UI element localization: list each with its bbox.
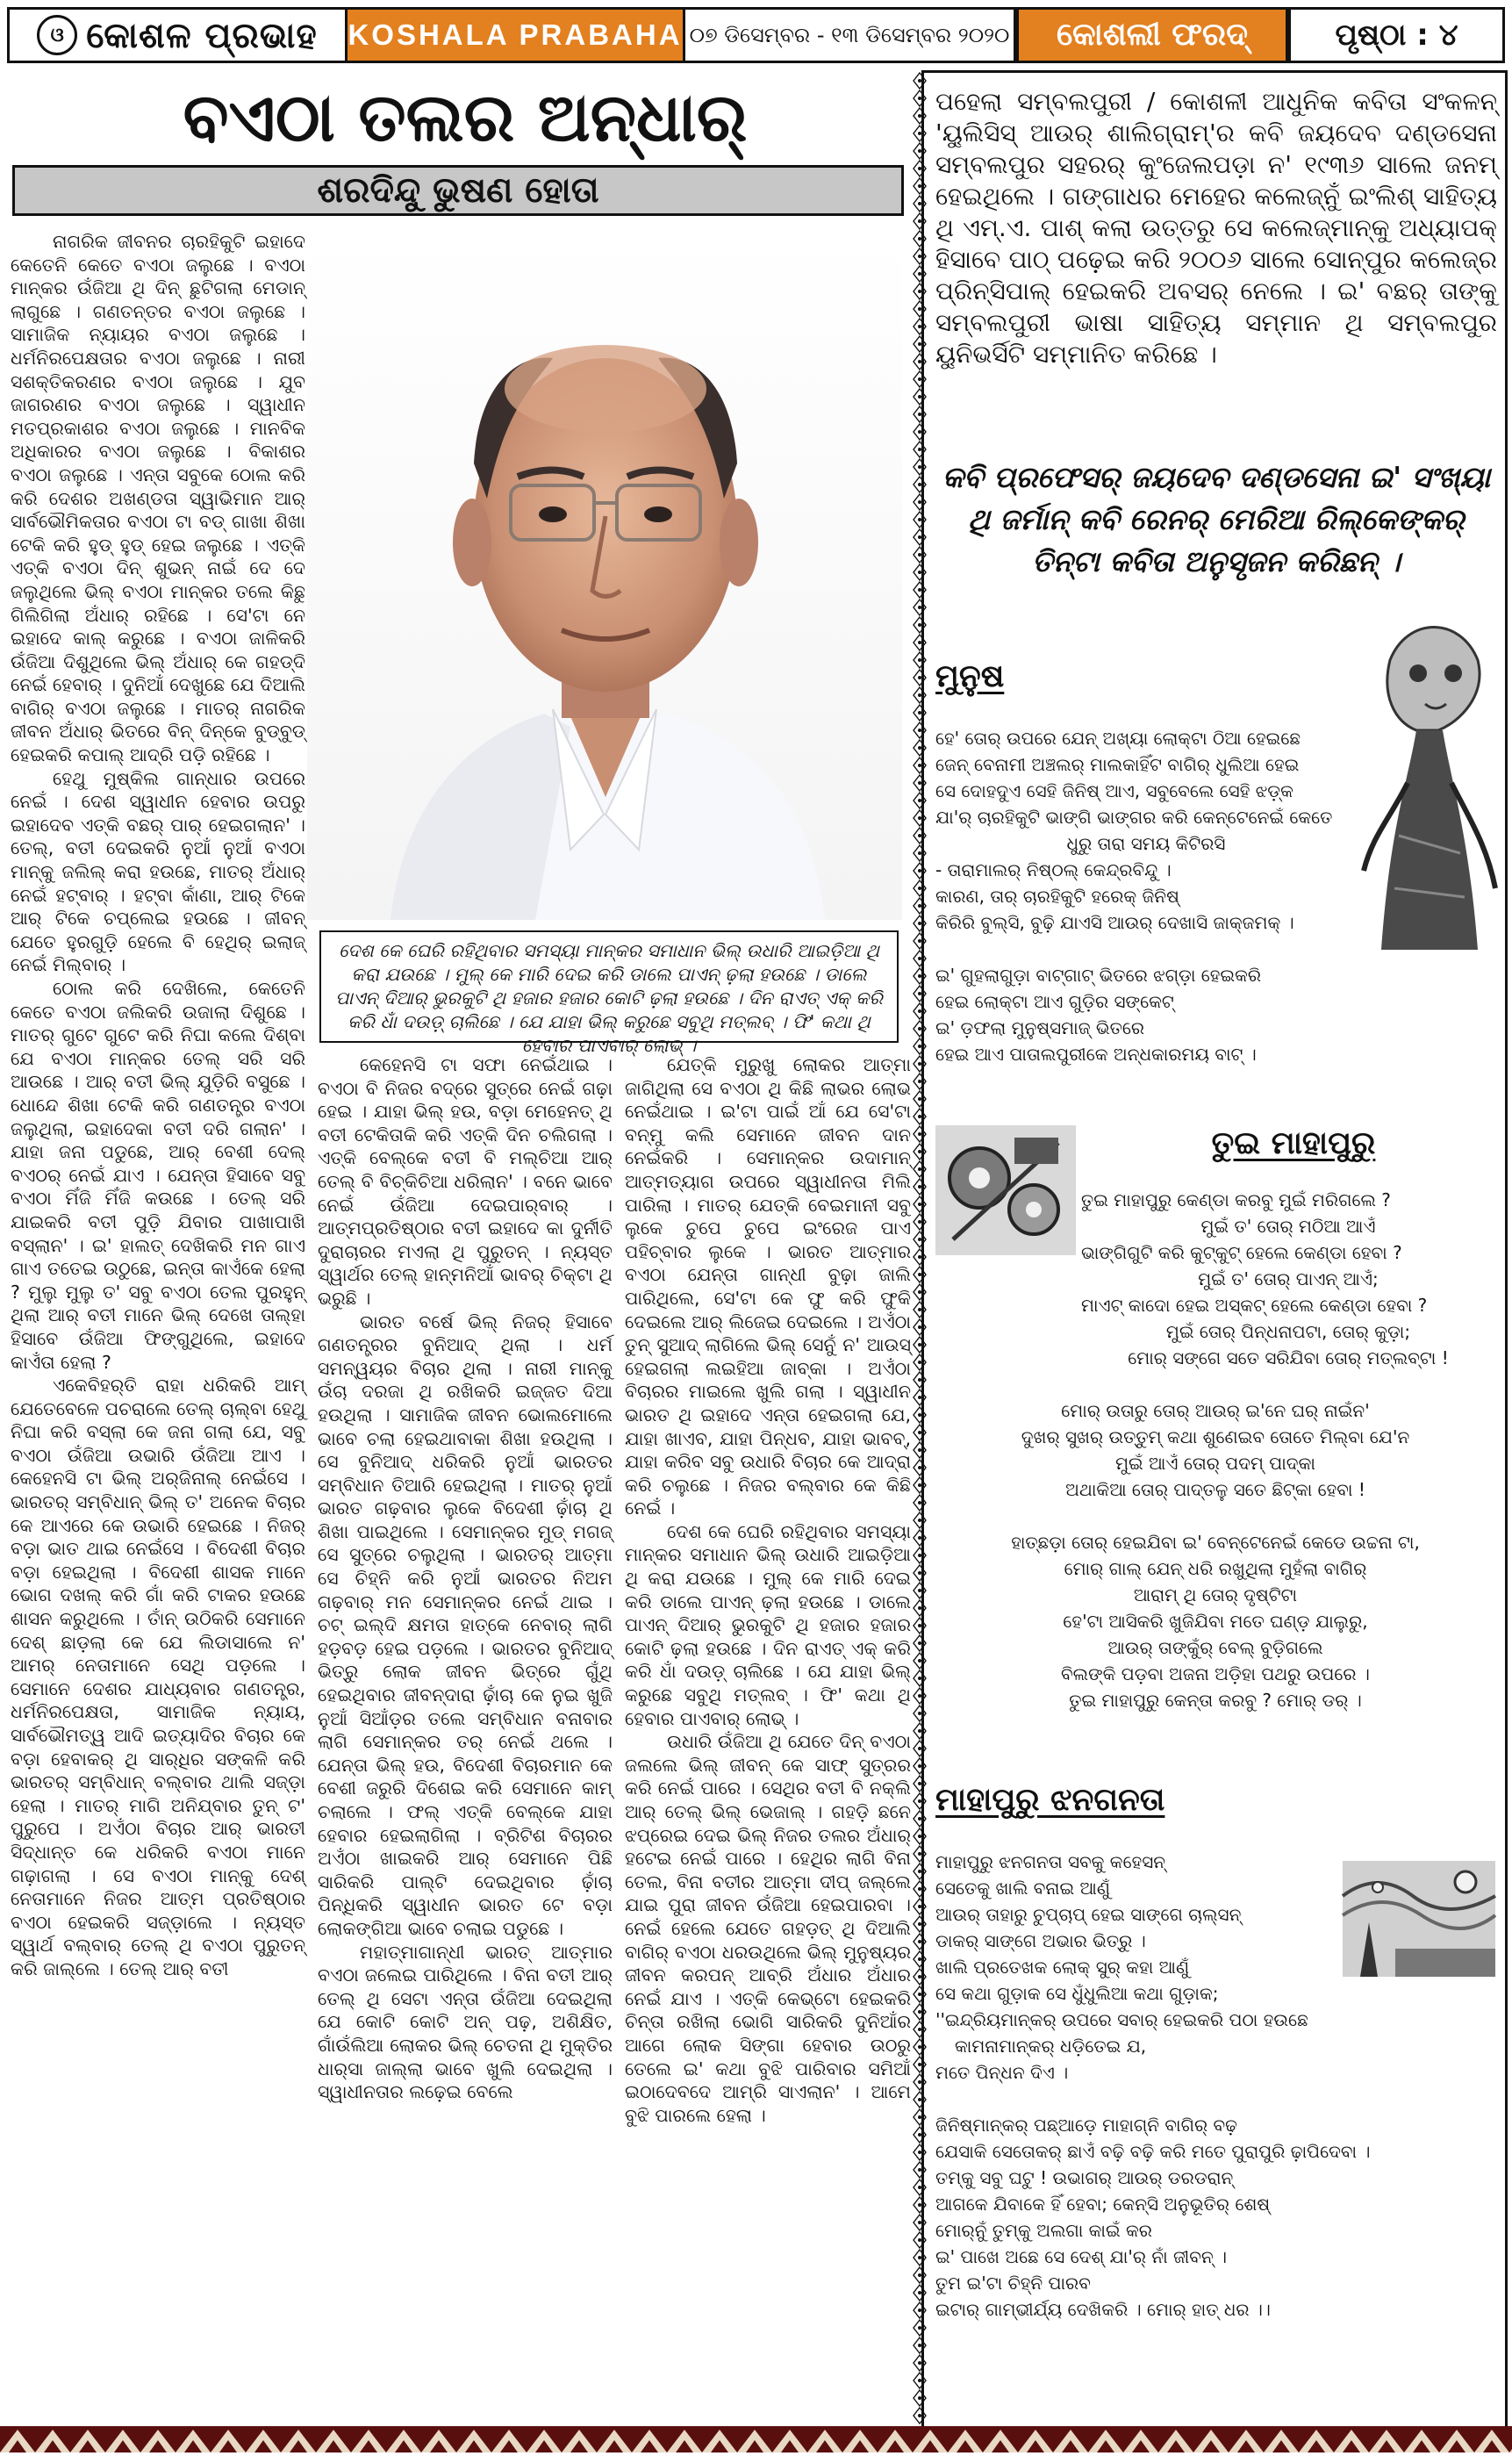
poem-line: ମୁଇଁ ତୋର୍ ପିନ୍ଧନାପଟା, ତୋର୍ କୁଡ଼ା;: [1165, 1321, 1411, 1342]
poem-line: ମୋର୍ ଉତାରୁ ତୋର୍ ଆଉର୍ ଇ'ନେ ଘର୍ ନାଇଁନ': [1061, 1400, 1370, 1421]
poem-2-body-continued: [935, 1397, 1495, 1801]
section-block: [1016, 7, 1288, 63]
poem-line: ଭାଙ୍ଗିଗୁଟି କରି କୁଟ୍‌କୁଟ୍ ହେଲେ କେଣ୍ଡା ହେବା ?: [1081, 1242, 1402, 1263]
poem-line: ତୁଇ ମାହାପୁରୁ କେଣ୍ଡା କରବୁ ମୁଇଁ ମରିଗଲେ ?: [1081, 1189, 1391, 1210]
poem-line: ଆଉର୍ ତାଙ୍କୁଁର୍ ବେଲ୍ ବୁଡ଼ିଗଲେ: [1107, 1637, 1323, 1658]
poem-line: ଇ' ଗୁହଲାଗୁଡ଼ା ବାଟ୍‌ଗାଟ୍ ଭିତରେ ଝଗ୍ଡ଼ା ହେଇକରି: [935, 965, 1262, 986]
masthead: [7, 7, 1505, 63]
logo-title: କୋଶଳ ପ୍ରଭାହ: [86, 14, 318, 56]
article-paragraph: ଉଧାରି ଉଁଜିଆ ଥି ଯେତେ ଦିନ୍ ବଏଠା ଜଲଲେ ଭିଲ୍ ଜୀବନ୍ କେ ସାଫ୍ ସୁତ୍ରର କରି ନେଇଁ ପାରେ । ସେଥିର ବତୀ ବି ନକ୍‌ଲି ଆର୍ ତେଲ୍ ଭିଲ୍ ଭେଜାଲ୍ । ଗହଡ଼ି ଛନେ ଝପ୍‌ରେଇ ଦେଇ ଭିଲ୍ ନିଜର ତଲର ଅଁଧାର୍ ହଟେଇ ନେଇଁ ପାରେ । ହେଥିର ଲାଗି ବିନା ତେଲ, ବିନା ବତୀର ଆତ୍ମା ଦୀପ୍ ଜଲ୍‌ଲେ ଯାଇ ପୁରା ଜୀବନ ଉଁଜିଆ ହେଇପାରବା । ନେଇଁ ହେଲେ ଯେତେ ଗହଡ଼ତ୍ ଥି ଦିଆଲି ବାଗିର୍ ବଏଠା ଧରଉଥିଲେ ଭିଲ୍ ମୁନୁଷ୍ୟର ଜୀବନ କରପନ୍ ଆବ୍‌ରି ଅଁଧାର ଅଁଧାର ନେଇଁ ଯାଏ । ଏତ୍‌କି କେଭ୍‌ଟୋ ହେଇକରି ଚିନ୍ତା ରଖିଲା ଭୋଗି ସାରିକରି ଦୁନିଆଁର ଆଗେ ଲୋକ ସିଙ୍ଗା ହେବାର ଉଠରୁ ତେଲେ ଇ' କଥା ବୁଝି ପାରିବାର ସମିଆଁ ଇଠାଦେବଦେ ଆମ୍‌ରି ସାଏଲାନ' । ଆମେ ବୁଝି ପାରଲେ ହେଲା ।: [625, 1731, 911, 2126]
poem-line: ସେତେକୁ ଖାଲି ବନାଇ ଆଣୁଁ: [935, 1878, 1110, 1899]
author-name: ଶରଦିନ୍ଦୁ ଭୁଷଣ ହୋତା: [317, 170, 599, 211]
poem-line: ସେ କଥା ଗୁଡ଼ାକ ସେ ଧୁଁଧୁଲିଆ କଥା ଗୁଡ଼ାକ;: [935, 1983, 1219, 2004]
logo-mark-icon: ଓ: [37, 15, 77, 55]
english-title-block: [348, 7, 683, 63]
poem-line: ମୁଇଁ ତ' ତୋର୍ ପାଏନ୍ ଆଏଁ;: [1198, 1268, 1379, 1289]
poem-line: ଆରାମ୍ ଥି ତୋର୍ ଦୃଷ୍ଟିଟା: [1133, 1584, 1298, 1605]
article-paragraph: ନାଗରିକ ଜୀବନର ଚାରହିକୁଟି ଇହାଦେ କେତେନି କେତେ ବଏଠା ଜଲୁଛେ । ବଏଠା ମାନ୍‌କର ଉଁଜିଆ ଥି ଦିନ୍ ଛୁଟିଗଲା ମେଡାନ୍ ଲାଗୁଛେ । ଗଣତନ୍ତର ବଏଠା ଜଲୁଛେ । ସାମାଜିକ ନ୍ୟାୟର ବଏଠା ଜଲୁଛେ । ଧର୍ମନିରପେକ୍ଷତାର ବଏଠା ଜଲୁଛେ । ନାରୀ ସଶକ୍ତିକରଣର ବଏଠା ଜଲୁଛେ । ଯୁବ ଜାଗରଣର ବଏଠା ଜଲୁଛେ । ସ୍ୱାଧୀନ ମତପ୍ରକାଶର ବଏଠା ଜଲୁଛେ । ମାନବିକ ଅଧିକାରର ବଏଠା ଜଲୁଛେ । ବିକାଶର ବଏଠା ଜଲୁଛେ । ଏନ୍ତା ସବୁକେ ଠୋଲ କରି କରି ଦେଶର ଅଖଣ୍ଡତା ସ୍ୱାଭିମାନ ଆର୍ ସାର୍ବଭୌମିକତାର ବଏଠା ଟା ବଡ୍ ଗାଖା ଶିଖା ଟେକି କରି ହୁଡ୍ ହୁଡ୍ ହେଇ ଜଲୁଛେ । ଏତ୍‌କି ଏତ୍‌କି ବଏଠା ଦିନ୍ ଶୁଭନ୍ ନାଇଁ ଦେ ଦେ ଜଲୁଥିଲେ ଭିଲ୍ ବଏଠା ମାନ୍‌କର ତଲେ କିଛୁ ଗିଲିଗିଲା ଅଁଧାର୍ ରହିଛେ । ସେ'ଟା ନେ ଇହାଦେ କାଲ୍ କରୁଛେ । ବଏଠା ଜାଳିକରି ଉଁଜିଆ ଦିଶୁଥିଲେ ଭିଲ୍ ଅଁଧାର୍ କେ ଗହଡ୍ଦି ନେଇଁ ହେବାର୍ । ଦୁନିଆଁ ଦେଖୁଛେ ଯେ ଦିଆଲି ବାଗିର୍ ବଏଠା ଜଲୁଛେ । ମାତର୍ ନାଗରିକ ଜୀବନ ଅଁଧାର୍ ଭିତରେ ବିନ୍ ଦିନ୍‌କେ ବୁଡ୍‌ବୁଡ୍ ହେଇକରି କପାଲ୍ ଆଦ୍‌ରି ପଡ଼ି ରହିଛେ ।: [11, 231, 305, 766]
poem-line: ହେଇ ଆଏ ପାତାଲପୁରୀକେ ଅନ୍ଧକାରମୟ ବାଟ୍ ।: [935, 1044, 1257, 1065]
poem-line: ହେ' ତୋର୍ ଉପରେ ଯେନ୍ ଅଖ୍ୟା ଲୋକ୍‌ଟା ଠିଆ ହେଇଛେ: [935, 728, 1301, 749]
poem-line: ମୋର୍ ଗାଲ୍ ଯେନ୍ ଧରି ରଖୁଥିଲା ମୁହଁଲା ବାଗିର୍: [1064, 1558, 1367, 1579]
poem-1-title: ମୁନୁଷ: [935, 658, 1005, 694]
poem-line: ତମ୍‌କୁ ସବୁ ଘଟୁ ! ଉଭାଗର୍ ଆଉର୍ ଡରଡରାନ୍: [935, 2167, 1234, 2188]
poem-line: ଇ' ପାଖେ ଅଛେ ସେ ଦେଶ୍ ଯା'ର୍ ନାଁ ଜୀବନ୍ ।: [935, 2246, 1228, 2267]
poem-3-title: ମାହାପୁରୁ ଝନଗନତା: [935, 1782, 1165, 1818]
poem-line: [935, 1503, 1495, 1529]
poem-1-title-wrap: [935, 658, 1322, 707]
poem-2-title: ତୁଇ ମାହାପୁରୁ: [1211, 1125, 1376, 1161]
portrait-illustration: [307, 235, 902, 920]
starry-night-sketch-icon: [1343, 1861, 1495, 1977]
poem-line: ଯା'ର୍ ଚାରହିକୁଟି ଭାଙ୍ଗି ଭାଙ୍ଗର କରି କେନ୍‌ଟେନେଇଁ କେତେ: [935, 807, 1333, 828]
article-column-1: [11, 230, 305, 2424]
poem-line: ଜେନ୍ ବେନାମୀ ଅଞ୍ଚଲର୍ ମାଲକାହିଁଟ ବାଗିର୍ ଧୁଲିଆ ହେଇ: [935, 754, 1300, 775]
triangle-band-svg: [0, 2426, 1512, 2452]
poem-line: ହାତ୍‌ଛଡ଼ା ତୋର୍ ହେଇଯିବା ଇ' ବେନ୍‌ଟେନେଇଁ କେଡେ ଉଚ୍ଚନା ଟା,: [1011, 1532, 1420, 1553]
poem-line: ମୋର୍‌ନୁଁ ତୁମ୍‌କୁ ଅଲଗା କାଇଁ କର: [935, 2220, 1152, 2241]
poem-line: ମାହାପୁରୁ ଝନଗନତା ସବକୁ କହେସନ୍: [935, 1851, 1166, 1872]
poem-line: କାମନାମାନ୍‌କର୍ ଧଡ଼ିତେଇ ଯ,: [955, 2036, 1147, 2057]
translation-note: କବି ପ୍ରଫେସର୍ ଜୟଦେବ ଦଣ୍ଡସେନା ଇ' ସଂଖ୍ୟା ଥି ଜର୍ମାନ୍ କବି ରେନର୍ ମେରିଆ ରିଲ୍‌କେଙ୍କର୍ ତିନ୍‌ଟା କବିତା ଅନୁସୃଜନ କରିଛନ୍ ।: [942, 460, 1491, 578]
poem-line: ଯେସାକି ସେତୋକର୍ ଛାଏଁ ବଢ଼ି ବଢ଼ି କରି ମତେ ପୁରାପୁରି ଢ଼ାପିଦେବା ।: [935, 2141, 1371, 2162]
article-paragraph: ମହାତ୍ମାଗାନ୍ଧୀ ଭାରତ୍ ଆତ୍ମାର ବଏଠା ଜଲେଇ ପାରିଥିଲେ । ବିନା ବତୀ ଆର୍ ତେଲ୍ ଥି ସେଟା ଏନ୍ତା ଉଁଜିଆ ଦେଇଥିଲା ଯେ କୋଟି କୋଟି ଅନ୍ ପଢ଼, ଅଶିକ୍ଷିତ, ଗାଁଉଁଲିଆ ଲୋକର ଭିଲ୍ ଚେତନା ଥି ମୁକ୍ତିର ଧାର୍‌ସା ଜାଲ୍ଲା ଭାବେ ଖୁଲି ଦେଇଥିଲା । ସ୍ୱାଧୀନତାର ଲଢ଼େଇ ବେଲେ: [318, 1941, 613, 2103]
poem-3-title-wrap: [935, 1782, 1392, 1833]
poem-line: - ତାରାମାଲର୍ ନିଷ୍ଠଲ୍ କେନ୍ଦ୍ରବିନ୍ଦୁ ।: [935, 859, 1172, 880]
poem-line: ସେ ଦୋହଦୁଏ ସେହି ଜିନିଷ୍ ଆଏ, ସବୁବେଲେ ସେହି ଝଡ଼୍‌କ: [935, 780, 1293, 801]
article-column-2: [318, 1053, 613, 2423]
poem-line: [1081, 1371, 1495, 1397]
poem-line: ବିଲଙ୍କି ପଡ଼ବା ଅଜନା ଅଡ଼ିହା ପଥରୁ ଉପରେ ।: [1061, 1663, 1370, 1684]
sculpture-figure-icon: [1355, 607, 1502, 950]
article-headline: ବଏଠା ତଲର ଅନ୍ଧାର୍: [183, 78, 748, 156]
poem-line: ଧୁରୁ ତାରା ସମୟ କିଟିରସି: [1066, 833, 1226, 854]
article-paragraph: ଯେତ୍‌କି ମୁରୁଖୁ ଲୋକର ଆତ୍ମା ଜାଗିଥିଲା ସେ ବଏଠା ଥି କିଛି ଲାଭର ଲୋଭ ନେଇଁଥାଇ । ଇ'ଟା ପାଇଁ ଆଁ ଯେ ସେ'ଟା ବନ୍‌ମୁ କଲି ସେମାନେ ଜୀବନ ଦାନ ନେଇଁକରି । ସେମାନ୍‌କର ଉଦାମାନ୍ ଆତ୍ମତ୍ୟାଗ ଉପରେ ସ୍ୱାଧୀନତା ମିଲି ପାରିଲା । ମାତର୍ ଯେତ୍‌କି ବେଇମାନୀ ସବୁ ଲୁକେ ଚୁପେ ଚୁପେ ଇଂରେଜ ପାଏ ପହିଚ୍‌ବାର ଲୁକେ । ଭାରତ ଆତ୍ମାର ବଏଠା ଯେନ୍ତା ଗାନ୍ଧୀ ବୁଢ଼ା ଜାଲି ପାରିଥିଲେ, ସେ'ଟା କେ ଫୁ କରି ଫୁକି ଦେଇଲେ ଆର୍ ଲିଜେଇ ଦେଇଲେ । ଅଏଁଠା ତୁନ୍ ସୁଆଦ୍ ଲାଗିଲେ ଭିଲ୍ ସେନୁଁ ନ' ଆଉସ୍ ହେଇଗଲା ଲଇହିଆ ଜାବ୍‌କା । ଅଏଁଠା ବିଚାରର ମାଇଲେ ଖୁଲି ଗଲା । ସ୍ୱାଧୀନ ଭାରତ ଥି ଇହାଦେ ଏନ୍ତା ହେଇଗଲା ଯେ, ଯାହା ଖାଏବ, ଯାହା ପିନ୍ଧବ, ଯାହା ଭାବବ୍, ଯାହା କରିବ ସବୁ ଉଧାରି ବିଚାର କେ ଆଦ୍‌ରା କରି ଚଲୁଛେ । ନିଜର ବଲ୍‌ବାର କେ କିଛି ନେଇଁ ।: [625, 1054, 911, 1519]
poem-line: କିରିରି ବୁଲ୍‌ସି, ବୁଢ଼ି ଯାଏସି ଆଉର୍ ଦେଖାସି ଜାକ୍‌ଜମକ୍ ।: [935, 912, 1294, 933]
poem-line: ହେ'ଟା ଆସିକରି ଖୁଜିଯିବା ମତେ ଘଣ୍ଡ଼ ଯାଲୁରୁ,: [1063, 1611, 1368, 1632]
poem-line: [935, 2086, 1495, 2112]
issue-date-block: [683, 7, 1016, 63]
article-column-3: [625, 1053, 911, 2423]
poem-line: ''ଇନ୍ଦ୍ରିୟମାନ୍‌କର୍ ଉପରେ ସବାର୍ ହେଇକରି ପଠା ହଉଛେ: [935, 2009, 1308, 2030]
poem-line: [935, 936, 1357, 962]
poem-line: ମତେ ପିନ୍ଧନ ଦିଏ ।: [935, 2062, 1069, 2083]
poem-line: ମୁଇଁ ତ' ତୋର୍ ମଠିଆ ଆଏଁ: [1200, 1216, 1376, 1237]
poem-line: ଡାକର୍ ସାଙ୍ଗେ ଅଭାର ଭିତ୍‌ରୁ ।: [935, 1930, 1146, 1951]
article-paragraph: ହେଥୁ ମୁଷ୍କିଲ ଗାନ୍ଧାର ଉପରେ ନେଇଁ । ଦେଶ ସ୍ୱାଧୀନ ହେବାର ଉପରୁ ଇହାଦେବ ଏତ୍‌କି ବଛର୍ ପାର୍ ହେଇଗଲାନ' । ତେଲ୍, ବତୀ ଦେଇକରି ନୁଆଁ ନୁଆଁ ବଏଠା ମାନ୍‌କୁ ଜଲିଲ୍ କରା ହଉଛେ, ମାତର୍ ଅଁଧାର୍ ନେଇଁ ହଟ୍‌ବାର୍ । ହଟ୍‌ବା କାଁଣା, ଆର୍ ଟିକେ ଆର୍ ଟିକେ ଚପ୍‌ଲେଇ ହଉଛେ । ଜୀବନ୍ ଯେତେ ହୁରଗୁଡ଼ି ହେଲେ ବି ହେଥିର୍ ଇଲାଜ୍ ନେଇଁ ମିଲ୍‌ବାର୍ ।: [11, 767, 305, 976]
poem-line: ମାଏଟ୍ କାଦୋ ହେଇ ଅସ୍କଟ୍ ହେଲେ କେଣ୍ଡା ହେବା ?: [1081, 1295, 1428, 1316]
poet-introduction: ପହେଲା ସମ୍ବଲପୁରୀ / କୋଶଳୀ ଆଧୁନିକ କବିତା ସଂକଳନ୍ 'ୟୁଲିସିସ୍ ଆଉର୍ ଶାଲିଗ୍ରାମ୍'ର କବି ଜୟଦେବ ଦଣ୍ଡସେନା ସମ୍ବଲପୁର ସହରର୍ କୁଂଜେଲପଡ଼ା ନ' ୧୯୩୬ ସାଲେ ଜନମ୍ ହେଇଥିଲେ । ଗଙ୍ଗାଧର ମେହେର କଲେଜ୍‌ନୁଁ ଇଂଲିଶ୍ ସାହିତ୍ୟ ଥି ଏମ୍.ଏ. ପାଶ୍ କଲା ଉତ୍ତରୁ ସେ କଲେଜ୍‌ମାନ୍‌କୁ ଅଧ୍ୟାପକ୍ ହିସାବେ ପାଠ୍ ପଢ଼େଇ କରି ୨୦୦୬ ସାଲେ ସୋନ୍‌ପୁର କଲେଜ୍‌ର ପ୍ରିନ୍‌ସିପାଲ୍ ହେଇକରି ଅବସର୍ ନେଲେ । ଇ' ବଛର୍ ତାଙ୍କୁ ସମ୍ବଲପୁରୀ ଭାଷା ସାହିତ୍ୟ ସମ୍ମାନ ଥି ସମ୍ବଲପୁର ୟୁନିଭର୍ସିଟି ସମ୍ମାନିତ କରିଛେ ।: [935, 87, 1497, 369]
poem-3-body-continued: [935, 1980, 1495, 2419]
poem-line: ଜିନିଷ୍‌ମାନ୍‌କର୍ ପଛ୍ଆଡ଼େ ମାହାଗ୍ନି ବାଗିର୍ ବଢ଼: [935, 2115, 1237, 2136]
poem-line: ତୁଇ ମାହାପୁରୁ କେନ୍‌ତା କରବୁ ? ମୋର୍ ଡର୍ ।: [1069, 1690, 1362, 1711]
poem-line: ତୁମ ଇ'ଟା ଚିହ୍ନି ପାରବ: [935, 2273, 1091, 2294]
author-portrait-photo: [307, 235, 902, 920]
poem-line: ମୋର୍ ସଙ୍ଗେ ସତେ ସରିଯିବା ତୋର୍ ମତ୍‌ଲବ୍‌ଟା !: [1128, 1347, 1449, 1368]
english-title: KOSHALA PRABAHA: [348, 18, 683, 51]
poem-3-illustration: [1343, 1861, 1495, 1977]
page-number: ପୃଷ୍ଠା : ୪: [1335, 18, 1458, 53]
decorative-triangle-band-icon: [0, 2426, 1512, 2452]
poem-line: ଆଉର୍ ତାହାରୁ ଚୁପ୍‌ଚାପ୍ ହେଇ ସାଙ୍ଗେ ଚାଲ୍‌ସନ୍: [935, 1904, 1242, 1925]
poem-1-body: [935, 725, 1357, 1094]
pull-quote-box: ଦେଶ କେ ଘେରି ରହିଥିବାର ସମସ୍ୟା ମାନ୍‌କର ସମାଧାନ ଭିଲ୍ ଉଧାରି ଆଇଡ଼ିଆ ଥି କରା ଯଉଛେ । ମୁଲ୍ କେ ମାରି ଦେଇ କରି ଡାଲେ ପାଏନ୍ ଢ଼ଲା ହଉଛେ । ଡାଲେ ପାଏନ୍ ଦିଆର୍ ଭୁରକୁଟି ଥି ହଜାର ହଜାର କୋଟି ଢ଼ଲା ହଉଛେ । ଦିନ ରାଏତ୍ ଏକ୍ କରି କରି ଧାଁ ଦଉଡ଼୍ ଚାଲିଛେ । ଯେ ଯାହା ଭିଲ୍ କରୁଛେ ସବୁଥି ମତ୍‌ଲବ୍ । ଫି' କଥା ଥି ହେବାର ପାଏବାର୍ ଲୋଭ୍ ।: [319, 930, 899, 1043]
author-byline-bar: [12, 165, 904, 216]
poem-line: ହେଇ ଲୋକ୍‌ଟା ଆଏ ଗୁଡ଼ିର ସଙ୍କେଟ୍: [935, 991, 1174, 1012]
article-paragraph: କେହେନସି ଟା ସଫା ନେଇଁଥାଇ । ବଏଠା ବି ନିଜର ବଦ୍‌ରେ ସୁତ୍‌ରେ ନେଇଁ ଗଢ଼ା ହେଇ । ଯାହା ଭିଲ୍ ହଉ, ବଡ଼ା ମେହେନତ୍ ଥି ବତୀ ଟେକିତାକି କରି ଏତ୍‌କି ଦିନ ଚଲିଗଲା । ଏତ୍‌କି ବେଲ୍‌କେ ବତୀ ବି ମଲ୍‌ଚିଆ ଆର୍ ତେଲ୍ ବି ବିଚ୍‌କିଚିଆ ଧରିଲାନ' । ବନେ ଭାବେ ନେଇଁ ଉଁଜିଆ ଦେଇପାର୍‌ବାର୍ । ଆତ୍ମପ୍ରତିଷ୍ଠାର ବତୀ ଇହାଦେ କା ଦୁର୍ନୀତି ଦୁରାଚାରର ମଏଲା ଥି ପୁରୁତନ୍ । ନ୍ୟସ୍ତ ସ୍ୱାର୍ଥର ତେଲ୍ ହାନ୍‌ମନିଆଁ ଭାବର୍ ଚିକ୍‌ଟା ଥି ଭରୁଛି ।: [318, 1054, 613, 1309]
poem-line: ଅଥାକିଆ ତୋର୍ ପାଦ୍‌ତଳୁ ସତେ ଛିଟ୍‌କା ହେବା !: [1065, 1479, 1365, 1500]
poem-line: ଦୁଖର୍ ସୁଖର୍ ଉତ୍ତୁମ୍ କଥା ଶୁଣେଇବ ତୋତେ ମିଲ୍‌ବା ଯେ'ନ: [1021, 1426, 1410, 1447]
issue-date: ୦୭ ଡିସେମ୍ବର - ୧୩ ଡିସେମ୍ବର ୨୦୨୦: [689, 23, 1010, 47]
poem-1-illustration: [1355, 607, 1502, 950]
article-paragraph: ଠୋଲ କରି ଦେଖିଲେ, କେତେନି କେତେ ବଏଠା ଜଲିକରି ଉଜାଲା ଦିଶୁଛେ । ମାତର୍ ଗୁଟେ ଗୁଟେ କରି ନିଘା କଲେ ଦିଶ୍‌ବା ଯେ ବଏଠା ମାନ୍‌କର ତେଲ୍ ସରି ସରି ଆଉଛେ । ଆର୍ ବତୀ ଭିଲ୍ ଯୁଡ଼ିରି ବସୁଛେ । ଧୋନ୍ଦେ ଶିଖା ଟେକି କରି ଗଣତନ୍ତ୍ର ବଏଠା ଜଲୁଥିଲା, ଇହାଦେକା ବତୀ ଦରି ଗଲାନ' । ଯାହା ଜନା ପଡୁଛେ, ଆର୍ ବେଶୀ ଦେଲ୍ ବଏଠର୍ ନେଇଁ ଯାଏ । ଯେନ୍ତା ହିସାବେ ସବୁ ବଏଠା ମିଁଜି ମିଁଜି କଉଛେ । ତେଲ୍ ସରି ଯାଇକରି ବତୀ ପୁଡ଼ି ଯିବାର ପାଖାପାଖି ବସ୍‌ଲାନ' । ଇ' ହାଲତ୍ ଦେଖିକରି ମନ ଗାଏ ଗାଏ ତତେଇ ଉଠୁଛେ, ଇନ୍ତା କାଏଁକେ ହେଲା ? ମୁଲୁ ମୁଲୁ ତ' ସବୁ ବଏଠା ତେଲ ପୁରହୁନ୍ ଥିଲା ଆର୍ ବତୀ ମାନେ ଭିଲ୍ ଦେଖେ ତାଲ୍ହା ହିସାବେ ଉଁଜିଆ ଫିଙ୍ଗୁଥିଲେ, ଇହାଦେ କାଏଁତା ହେଲା ?: [11, 978, 305, 1373]
poem-line: ଆଗକେ ଯିବାକେ ହିଁ ହେବା; କେନ୍‌ସି ଅନୁଭୂତିର୍ ଶେଷ୍: [935, 2194, 1271, 2215]
section-name: କୋଶଲୀ ଫରଦ୍: [1057, 17, 1248, 53]
newspaper-logo: [7, 7, 348, 63]
poem-line: ଇଟାର୍ ଗାମ୍ଭୀର୍ଯ୍ୟ ଦେଖିକରି । ମୋର୍ ହାତ୍ ଧର ।।: [935, 2299, 1271, 2320]
article-paragraph: ଏକେବିହର୍‌ତି ରାହା ଧରିକରି ଆମ୍ ଯେତେବେଳେ ପଚରାଲେ ତେଲ୍ ଚାଲ୍‌ବା ହେଥୁ ନିଘା କରି ବସ୍‌ଲା କେ ଜନା ଗଲା ଯେ, ସବୁ ବଏଠା ଉଁଜିଆ ଉଭାରି ଉଁଜିଆ ଆଏ । କେହେନସି ଟା ଭିଲ୍ ଅର୍‌ଜିନାଲ୍ ନେଇଁସେ । ଭାରତର୍ ସମ୍ବିଧାନ୍ ଭିଲ୍ ତ' ଅନେକ ବିଚାର କେ ଆଏରେ କେ ଉଭାରି ହେଇଛେ । ନିଜର୍ ବଡ଼ା ଭାତ ଥାଇ ନେଇଁସେ । ବିଦେଶୀ ବିଚାର ବଡ଼ା ହେଇଥିଲା । ବିଦେଶୀ ଶାସକ ମାନେ ଭୋଗ ଦଖଲ୍ କରି ଗାଁ କରି ଟାକର ହଉଛେ ଶାସନ କରୁଥିଲେ । ତାଁନ୍ ଉଠିକରି ସେମାନେ ଦେଶ୍ ଛାଡ଼ଲା କେ ଯେ ଲିଡାସାଲେ ନ' ଆମର୍ ନେତାମାନେ ସେଥି ପଡ଼ଲେ । ସେମାନେ ଦେଶର ଯାଧ୍ୟବାର ଗଣତନ୍ତ୍ର, ଧର୍ମନିରପେକ୍ଷତା, ସାମାଜିକ ନ୍ୟାୟ, ସାର୍ବଭୌମତ୍ୱ ଆଦି ଇତ୍ୟାଦିର ବିଚାର କେ ବଡ଼ା ହେବାକର୍ ଥି ସାର୍‌ଧିର ସଙ୍କଳି କରି ଭାରତର୍ ସମ୍ବିଧାନ୍ ବଲ୍‌ବାର ଥାଲି ସଜ୍ଡ଼ା ହେଲା । ମାତର୍ ମାଗି ଅନିଯ୍‌ବାର ତୁନ୍ ଟ' ପୁରୁପେ । ଅଏଁଠା ବିଚାର ଆର୍ ଭାରତୀ ସିଦ୍ଧାନ୍ତ କେ ଧରିକରି ବଏଠା ମାନେ ଗଢ଼ାଗଲା । ସେ ବଏଠା ମାନ୍‌କୁ ଦେଶ୍ ନେତାମାନେ ନିଜର ଆତ୍ମ ପ୍ରତିଷ୍ଠାର ବଏଠା ହେଇକରି ସଜ୍‌ଡ଼ାଲେ । ନ୍ୟସ୍ତ ସ୍ୱାର୍ଥ ବଲ୍‌ବାର୍ ତେଲ୍ ଥି ବଏଠା ପୁରୁତନ୍ କରି ଜାଲ୍‌ଲେ । ତେଲ୍ ଆର୍ ବତୀ: [11, 1375, 305, 1979]
poem-2-title-wrap: [1092, 1125, 1495, 1174]
poem-line: ଖାଲି ପ୍ରତେଖକ ଲୋକ୍ ସୁର୍ କହା ଆଣୁଁ: [935, 1957, 1190, 1978]
poem-line: କାରଣ, ତାର୍ ଚାରହିକୁଟି ହରେକ୍ ଜିନିଷ୍: [935, 886, 1179, 907]
poem-line: ମୁଇଁ ଆଏଁ ତୋର୍ ପଦମ୍ ପାଦ୍‌କା: [1115, 1453, 1315, 1474]
article-paragraph: ଭାରତ ବର୍ଷେ ଭିଲ୍ ନିଜର୍ ହିସାବେ ଗଣତନ୍ତ୍ରର ବୁନିଆଦ୍ ଥିଲା । ଧର୍ମ ସମନ୍ୱୟର ବିଚାର ଥିଲା । ନାରୀ ମାନ୍‌କୁ ଉଁଚା ଦରଜା ଥି ରଖିକରି ଇଜ୍ଜତ ଦିଆ ହଉଥିଲା । ସାମାଜିକ ଜୀବନ ଭୋଲମୋଲେ ଭାବେ ଚଲା ହେଇଥାବାକା ଶିଖା ହଉଥିଲା । ସେ ବୁନିଆଦ୍ ଧରିକରି ନୁଆଁ ଭାରତର ସମ୍ବିଧାନ ତିଆରି ହେଇଥିଲା । ମାତର୍ ନୁଆଁ ଭାରତ ଗଢ଼ବାର ଲୁକେ ବିଦେଶୀ ଢ଼ାଁଚା ଥି ଶିଖା ପାଇଥିଲେ । ସେମାନ୍‌କର ମୁଡ୍ ମଗଜ୍ ସେ ସୁତ୍‌ରେ ଚଲୁଥିଲା । ଭାରତର୍ ଆତ୍ମା ସେ ଚିହ୍ନି କରି ନୁଆଁ ଭାରତର ନିଅମ ଗଢ଼ବାର୍ ମନ ସେମାନ୍‌କର ନେଇଁ ଥାଇ । ଚଟ୍ ଇଲ୍‌ଦି କ୍ଷମତା ହାତ୍‌କେ ନେବାର୍ ଲାଗି ହଡ଼ବଡ଼ ହେଇ ପଡ଼ଲେ । ଭାରତର ବୁନିଆଦ୍ ଭିତ୍‌ରୁ ଲୋକ ଜୀବନ ଭିତ୍‌ରେ ଗୁଁଥି ହେଇଥିବାର ଜୀବନ୍‌ଦାରା ଢ଼ାଁଚା କେ ନୁଇ ଖୁଜି ନୁଆଁ ସିଆଁଡ଼ର ତଲେ ସମ୍ବିଧାନ ବନାବାର ଲାଗି ସେମାନ୍‌କର ତର୍ ନେଇଁ ଥଲେ । ଯେନ୍ତା ଭିଲ୍ ହଉ, ବିଦେଶୀ ବିଚାରମାନ କେ ବେଶୀ ଜରୁରି ଦିଶେଇ କରି ସେମାନେ କାମ୍ ଚଲାଲେ । ଫଲ୍ ଏତ୍‌କି ବେଲ୍‌କେ ଯାହା ହେବାର ହେଇଲାଗିଲା । ବ୍ରିଟିଶ ବିଚାରର ଅଏଁଠା ଖାଇକରି ଆର୍ ସେମାନେ ପିଛି ସାରିକରି ପାଲ୍ଟି ଦେଇଥିବାର ଢ଼ାଁଚା ପିନ୍ଧିକରି ସ୍ୱାଧୀନ ଭାରତ ଟେ ବଡ଼ା ଲୋକଙ୍ଗିଆ ଭାବେ ଚଲାଇ ପଡୁଛେ ।: [318, 1311, 613, 1939]
poem-line: ଇ' ଡ଼ଫଲା ମୁନୁଷ୍‌ସମାଜ୍ ଭିତରେ: [935, 1017, 1145, 1038]
article-paragraph: ଦେଶ କେ ଘେରି ରହିଥିବାର ସମସ୍ୟା ମାନ୍‌କର ସମାଧାନ ଭିଲ୍ ଉଧାରି ଆଇଡ଼ିଆ ଥି କରା ଯଉଛେ । ମୁଲ୍ କେ ମାରି ଦେଇ କରି ଡାଲେ ପାଏନ୍ ଢ଼ଲା ହଉଛେ । ଡାଲେ ପାଏନ୍ ଦିଆର୍ ଭୁରକୁଟି ଥି ହଜାର ହଜାର କୋଟି ଢ଼ଲା ହଉଛେ । ଦିନ ରାଏତ୍ ଏକ୍ କରି କରି ଧାଁ ଦଉଡ଼୍ ଚାଲିଛେ । ଯେ ଯାହା ଭିଲ୍ କରୁଛେ ସବୁଥି ମତ୍‌ଲବ୍ । ଫି' କଥା ଥି ହେବାର ପାଏବାର୍ ଲୋଭ୍ ।: [625, 1520, 911, 1729]
page-number-block: [1288, 7, 1505, 63]
